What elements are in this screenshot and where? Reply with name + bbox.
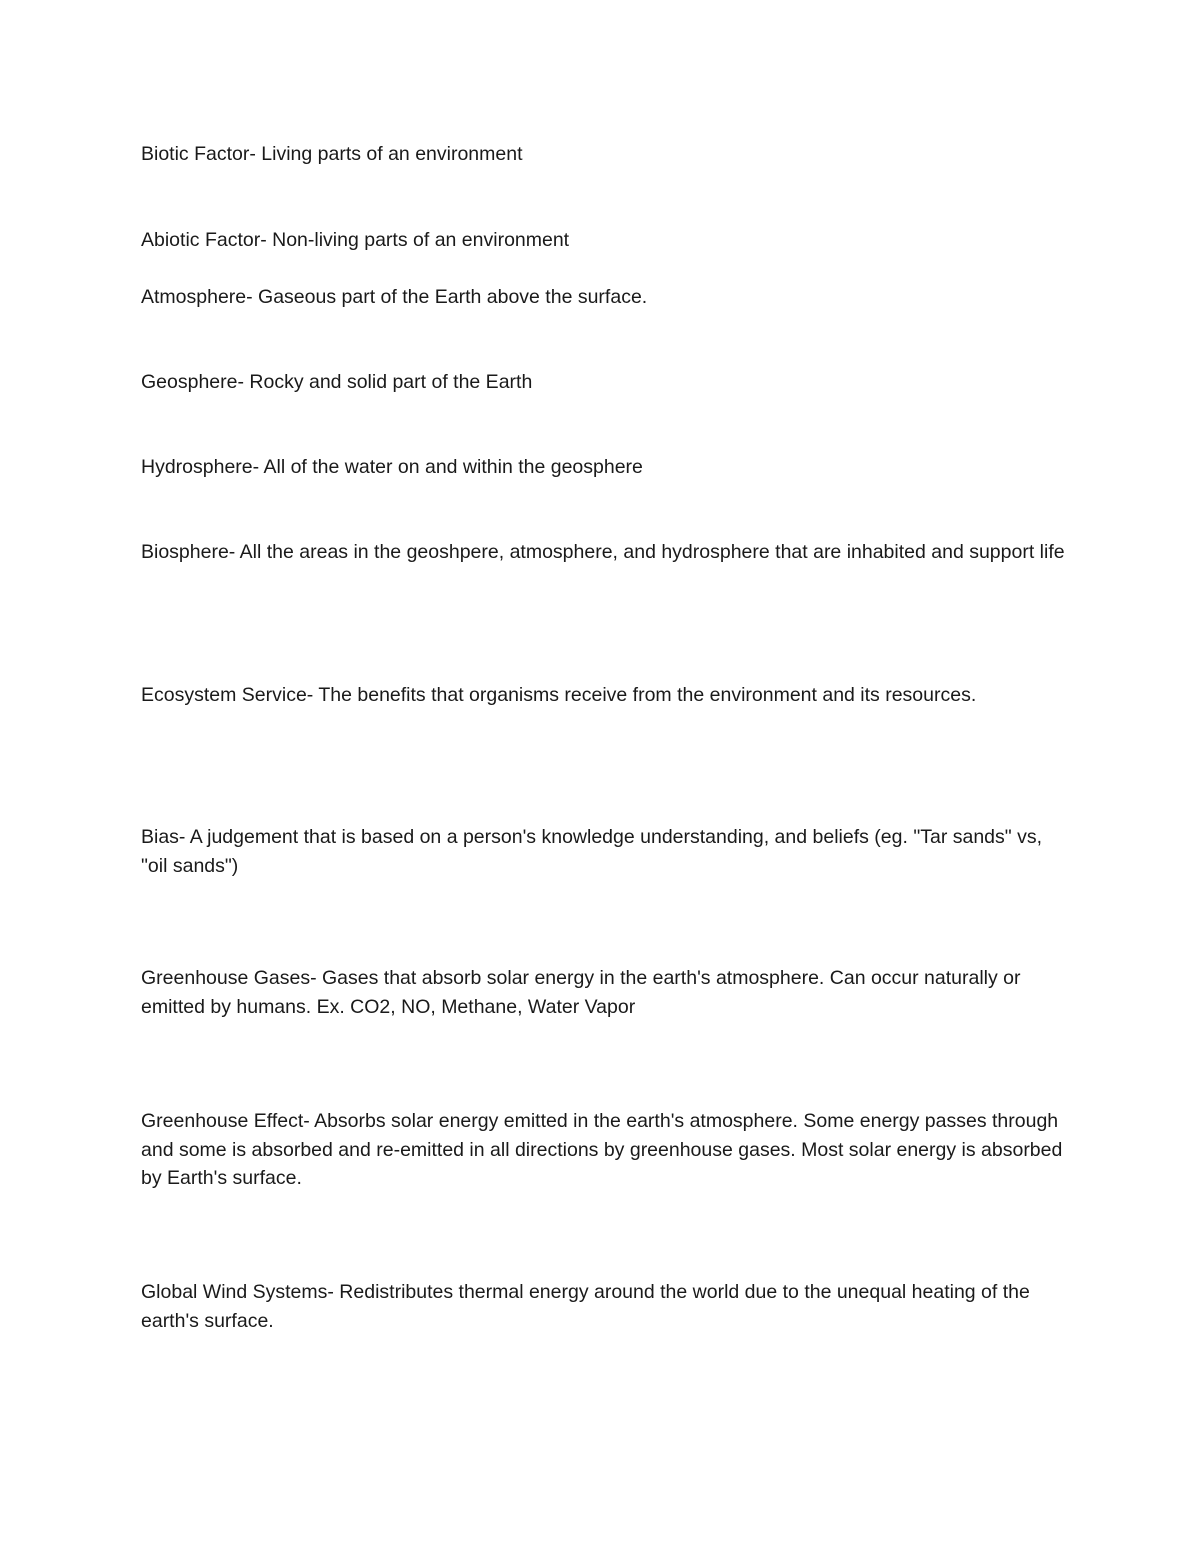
definition-abiotic-factor: Abiotic Factor- Non-living parts of an environment: [141, 229, 570, 251]
definition-geosphere: Geosphere- Rocky and solid part of the Earth: [141, 371, 533, 393]
definition-biotic-factor: Biotic Factor- Living parts of an environment: [141, 143, 523, 165]
definition-biosphere: Biosphere- All the areas in the geoshpere, atmosphere, and hydrosphere that are inhabited and support life: [141, 541, 1065, 563]
definition-global-wind-systems: Global Wind Systems- Redistributes thermal energy around the world due to the unequal heating of the earth's surface.: [141, 1281, 1030, 1332]
definition-bias: Bias- A judgement that is based on a person's knowledge understanding, and beliefs (eg. "Tar sands" vs, "oil sands"): [141, 826, 1043, 877]
definition-greenhouse-effect: Greenhouse Effect- Absorbs solar energy emitted in the earth's atmosphere. Some energy passes through and some is absorbed and re-emitted in all directions by greenhouse gases. Most solar energy is absorbed by Earth's surface.: [141, 1110, 1063, 1189]
definition-atmosphere: Atmosphere- Gaseous part of the Earth above the surface.: [141, 286, 648, 308]
definition-greenhouse-gases: Greenhouse Gases- Gases that absorb solar energy in the earth's atmosphere. Can occur naturally or emitted by humans. Ex. CO2, NO, Methane, Water Vapor: [141, 967, 1021, 1018]
definition-ecosystem-service: Ecosystem Service- The benefits that organisms receive from the environment and its resources.: [141, 684, 977, 706]
definition-hydrosphere: Hydrosphere- All of the water on and within the geosphere: [141, 456, 643, 478]
